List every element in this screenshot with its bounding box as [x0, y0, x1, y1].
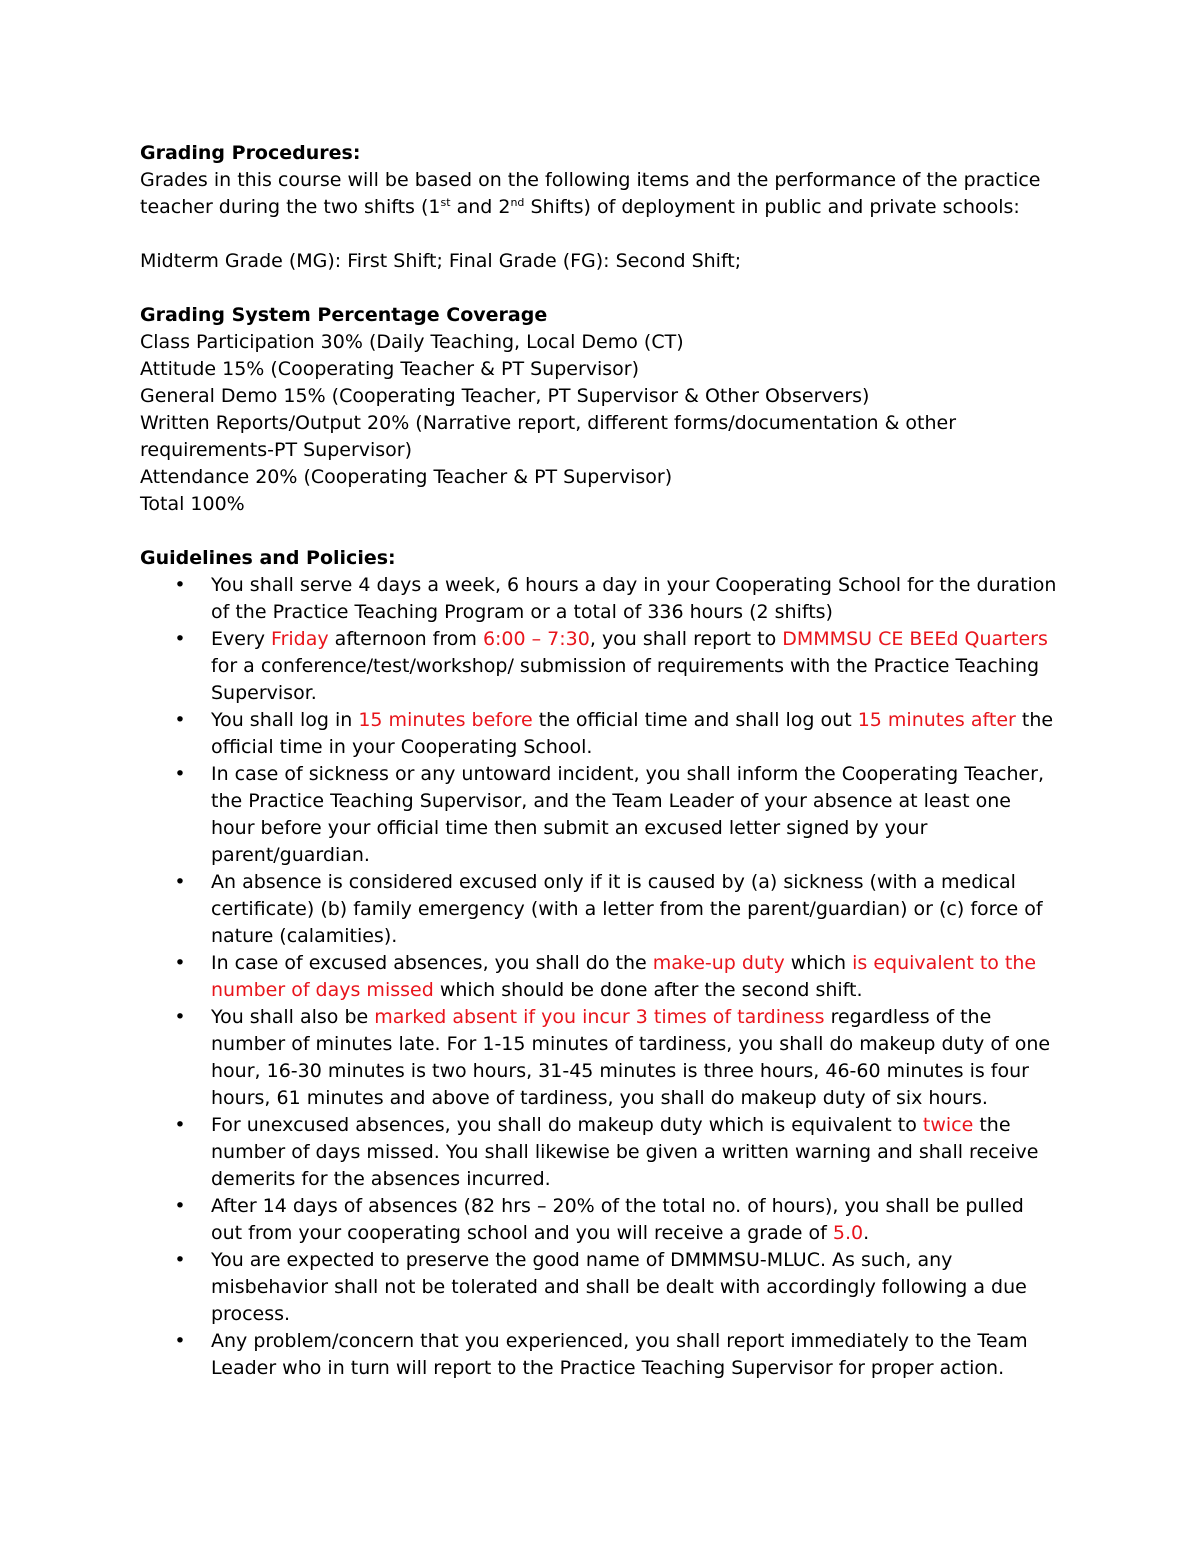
- policy-highlight-text: make-up duty: [652, 952, 785, 974]
- policy-text: regardless of the number of minutes late. For 1-15 minutes of tardiness, you shall do makeup duty of one hour, 16-30 minutes is two hours, 31-45 minutes is three hours, 46-60 minutes is four hours, 61 minutes and above of tardiness, you shall do makeup duty of six hours.: [211, 1006, 1051, 1109]
- bullet-icon: •: [174, 952, 186, 974]
- policy-highlight-text: is equivalent to the number of days missed: [211, 952, 1037, 1001]
- spacer: [140, 518, 1060, 545]
- policy-item: [140, 572, 1060, 626]
- superscript-nd: nd: [510, 196, 525, 209]
- coverage-item: Attendance 20% (Cooperating Teacher & PT Supervisor): [140, 466, 673, 488]
- policy-text: .: [863, 1222, 870, 1244]
- policy-text: for a conference/test/workshop/ submission of requirements with the Practice Teaching Supervisor.: [211, 655, 1040, 704]
- coverage-total: Total 100%: [140, 493, 245, 515]
- policy-highlight-text: Friday: [271, 628, 329, 650]
- policy-item: [140, 869, 1060, 950]
- policy-item: [140, 1004, 1060, 1112]
- bullet-icon: •: [174, 871, 186, 893]
- superscript-st: st: [440, 196, 451, 209]
- policy-text: the official time and shall log out: [532, 709, 858, 731]
- bullet-icon: •: [174, 763, 186, 785]
- policy-highlight-text: 15 minutes before: [358, 709, 533, 731]
- coverage-item: Written Reports/Output 20% (Narrative report, different forms/documentation & other requirements-PT Supervisor): [140, 412, 957, 461]
- grading-intro-text-3: Shifts) of deployment in public and private schools:: [524, 196, 1020, 218]
- bullet-icon: •: [174, 1330, 186, 1352]
- policy-highlight-text: 15 minutes after: [857, 709, 1016, 731]
- policy-text: For unexcused absences, you shall do makeup duty which is equivalent to: [211, 1114, 923, 1136]
- grading-intro-text-2: and 2: [450, 196, 511, 218]
- grading-procedures-heading: Grading Procedures:: [140, 142, 361, 164]
- policy-item: [140, 626, 1060, 707]
- policy-text: You are expected to preserve the good name of DMMMSU-MLUC. As such, any misbehavior shall not be tolerated and shall be dealt with accordingly following a due process.: [211, 1249, 1027, 1325]
- guidelines-list: [140, 572, 1060, 1382]
- coverage-item: Class Participation 30% (Daily Teaching, Local Demo (CT): [140, 331, 684, 353]
- bullet-icon: •: [174, 709, 186, 731]
- policy-item: [140, 761, 1060, 869]
- policy-text: afternoon from: [328, 628, 483, 650]
- bullet-icon: •: [174, 1114, 186, 1136]
- policy-item: [140, 1193, 1060, 1247]
- bullet-icon: •: [174, 574, 186, 596]
- policy-text: Every: [211, 628, 272, 650]
- policy-text: You shall also be: [211, 1006, 375, 1028]
- policy-item: [140, 707, 1060, 761]
- policy-highlight-text: 6:00 – 7:30: [482, 628, 590, 650]
- grading-intro-text-1: Grades in this course will be based on the following items and the performance of the practice teacher during the two shifts (1: [140, 169, 1041, 218]
- policy-text: Any problem/concern that you experienced, you shall report immediately to the Team Leader who in turn will report to the Practice Teaching Supervisor for proper action.: [211, 1330, 1028, 1379]
- spacer: [140, 221, 1060, 248]
- coverage-item: Attitude 15% (Cooperating Teacher & PT Supervisor): [140, 358, 640, 380]
- policy-highlight-text: twice: [922, 1114, 974, 1136]
- policy-text: which should be done after the second shift.: [433, 979, 863, 1001]
- policy-text: After 14 days of absences (82 hrs – 20% of the total no. of hours), you shall be pulled out from your cooperating school and you will receive a grade of: [211, 1195, 1024, 1244]
- spacer: [140, 275, 1060, 302]
- policy-highlight-text: marked absent if you incur 3 times of tardiness: [374, 1006, 825, 1028]
- policy-text: In case of sickness or any untoward incident, you shall inform the Cooperating Teacher, the Practice Teaching Supervisor, and the Team Leader of your absence at least one hour before your official time then submit an excused letter signed by your parent/guardian.: [211, 763, 1045, 866]
- policy-highlight-text: DMMMSU CE BEEd Quarters: [782, 628, 1048, 650]
- bullet-icon: •: [174, 1249, 186, 1271]
- bullet-icon: •: [174, 628, 186, 650]
- bullet-icon: •: [174, 1006, 186, 1028]
- policy-text: An absence is considered excused only if it is caused by (a) sickness (with a medical certificate) (b) family emergency (with a letter from the parent/guardian) or (c) force of nature (calamities).: [211, 871, 1043, 947]
- coverage-item: General Demo 15% (Cooperating Teacher, PT Supervisor & Other Observers): [140, 385, 870, 407]
- policy-highlight-text: 5.0: [832, 1222, 864, 1244]
- policy-item: [140, 1328, 1060, 1382]
- policy-text: You shall serve 4 days a week, 6 hours a day in your Cooperating School for the duration of the Practice Teaching Program or a total of 336 hours (2 shifts): [211, 574, 1057, 623]
- coverage-heading: Grading System Percentage Coverage: [140, 304, 548, 326]
- policy-text: the official time in your Cooperating School.: [211, 709, 1054, 758]
- grading-intro-paragraph: [140, 167, 1060, 221]
- policy-item: [140, 1112, 1060, 1193]
- guidelines-heading: Guidelines and Policies:: [140, 547, 396, 569]
- policy-text: the number of days missed. You shall likewise be given a written warning and shall receive demerits for the absences incurred.: [211, 1114, 1039, 1190]
- policy-text: In case of excused absences, you shall do the: [211, 952, 653, 974]
- bullet-icon: •: [174, 1195, 186, 1217]
- policy-text: which: [784, 952, 853, 974]
- midterm-final-grade-line: Midterm Grade (MG): First Shift; Final Grade (FG): Second Shift;: [140, 250, 742, 272]
- policy-item: [140, 1247, 1060, 1328]
- policy-text: , you shall report to: [589, 628, 783, 650]
- policy-text: You shall log in: [211, 709, 359, 731]
- document-page: [140, 140, 1060, 1382]
- policy-item: [140, 950, 1060, 1004]
